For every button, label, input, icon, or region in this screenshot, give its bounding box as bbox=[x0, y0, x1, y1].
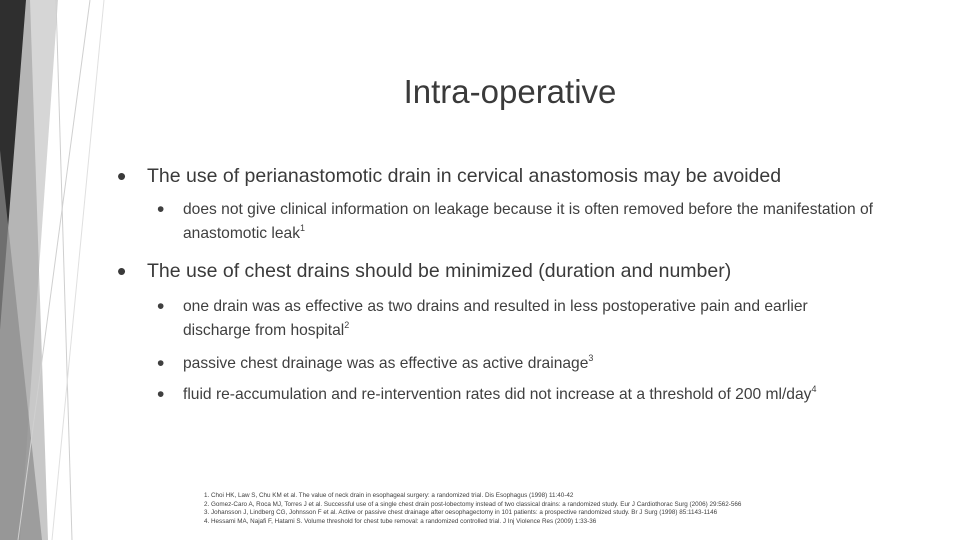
bullet-1-sub-1 bbox=[117, 198, 877, 246]
bullet-2-sub-1-text: one drain was as effective as two drains and resulted in less postoperative pain and earlier discharge from hospital bbox=[183, 298, 808, 339]
deco-line-3 bbox=[52, 0, 104, 540]
bullet-2-text: The use of chest drains should be minimized (duration and number) bbox=[147, 260, 732, 282]
reference-2: 2. Gomez-Caro A, Roca MJ, Torres J et al. Successful use of a single chest drain post-lobectomy instead of two classical drains: a randomized study. Eur J Cardiothorac Surg (2006) 29:562-566 bbox=[204, 500, 742, 508]
bullet-dot bbox=[157, 352, 164, 376]
bullet-2-sub-3-text: fluid re-accumulation and re-intervention rates did not increase at a threshold of 200 ml/day bbox=[183, 386, 812, 403]
bullet-1-sub-1-text: does not give clinical information on leakage because it is often removed before the manifestation of anastomotic leak bbox=[183, 201, 874, 242]
reference-3: 3. Johansson J, Lindberg CG, Johnsson F et al. Active or passive chest drainage after oesophagectomy in 101 patients: a prospective randomized study. Br J Surg (1998) 85:1143-1146 bbox=[204, 509, 718, 517]
bullet-dot bbox=[157, 383, 164, 407]
slide-title: Intra-operative bbox=[403, 73, 617, 110]
bullet-1 bbox=[117, 161, 877, 191]
bullet-2-sub-2-text: passive chest drainage was as effective as active drainage bbox=[183, 355, 589, 372]
deco-line-2 bbox=[56, 0, 72, 540]
bullet-2-sub-1 bbox=[117, 295, 877, 343]
bullet-dot bbox=[157, 198, 164, 222]
references bbox=[204, 492, 924, 526]
ref-marker: 2 bbox=[344, 320, 350, 330]
reference-1: 1. Choi HK, Law S, Chu KM et al. The value of neck drain in esophageal surgery: a randomized trial. Dis Esophagus (1998) 11:40-42 bbox=[204, 492, 574, 499]
ref-marker: 1 bbox=[300, 223, 306, 233]
bullet-dot bbox=[157, 295, 164, 319]
bullet-dot bbox=[117, 256, 126, 286]
bullet-2-sub-2 bbox=[117, 352, 877, 376]
bullet-dot bbox=[117, 161, 126, 191]
bullet-1-text: The use of perianastomotic drain in cervical anastomosis may be avoided bbox=[147, 165, 782, 187]
reference-4: 4. Hessami MA, Najafi F, Hatami S. Volume threshold for chest tube removal: a randomized controlled trial. J Inj Violence Res (2009) 1:33-36 bbox=[204, 517, 597, 525]
slide-content bbox=[117, 160, 877, 403]
ref-marker: 4 bbox=[811, 384, 817, 394]
ref-marker: 3 bbox=[588, 353, 594, 363]
bullet-2 bbox=[117, 256, 877, 286]
bullet-2-sub-3 bbox=[117, 383, 877, 407]
